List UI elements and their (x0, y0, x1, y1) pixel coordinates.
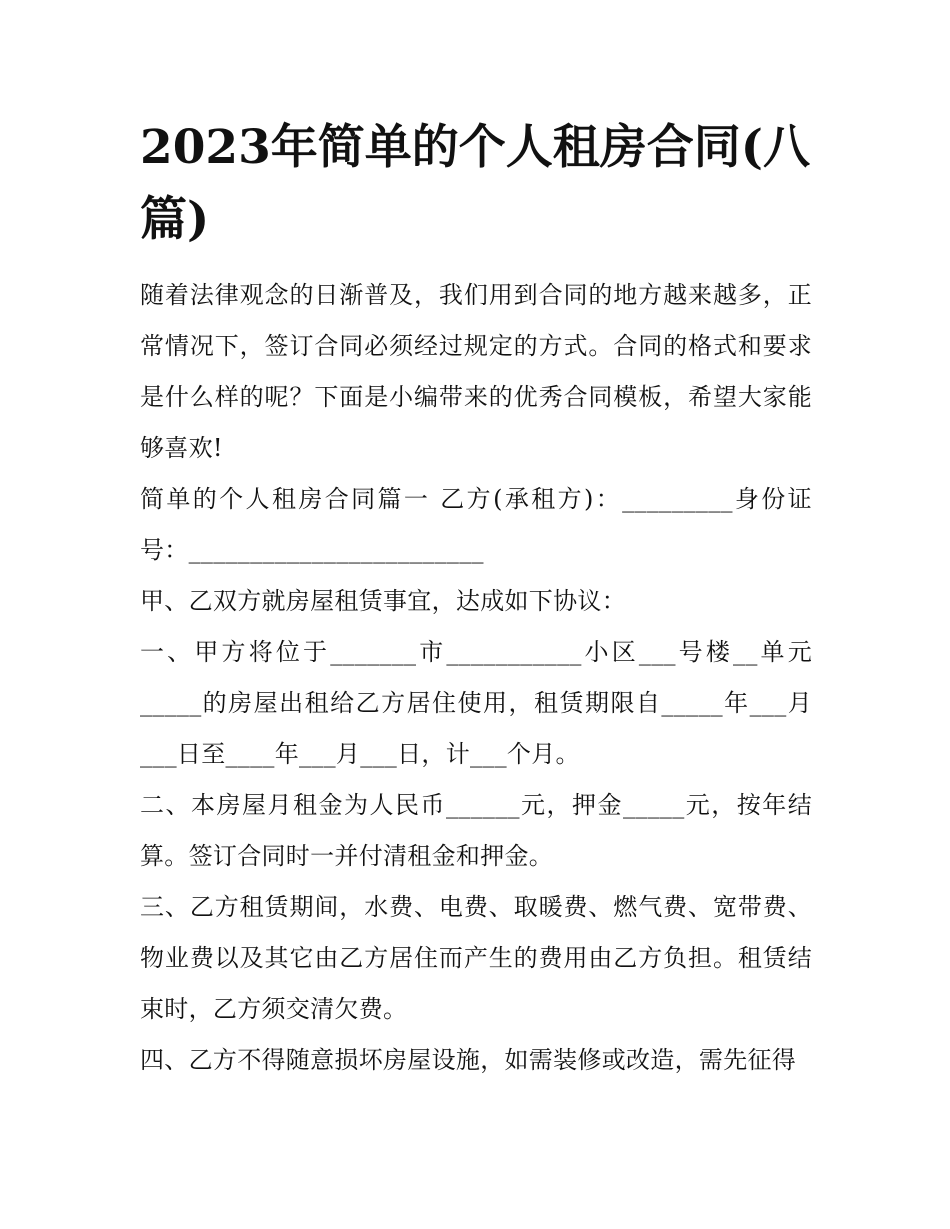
agreement-lead-paragraph: 甲、乙双方就房屋租赁事宜，达成如下协议： (140, 587, 626, 615)
document-page (140, 112, 812, 1086)
clause-3-paragraph: 三、乙方租赁期间，水费、电费、取暖费、燃气费、宽带费、物业费以及其它由乙方居住而产生的费用由乙方负担。租赁结束时，乙方须交清欠费。 (140, 893, 812, 1023)
clause-4-paragraph: 四、乙方不得随意损坏房屋设施，如需装修或改造，需先征得 (140, 1046, 797, 1074)
clause-1-paragraph: 一、甲方将位于_______市___________小区___号楼__单元_____的房屋出租给乙方居住使用，租赁期限自_____年___月___日至____年___月___日，计___个月。 (140, 638, 812, 768)
contract-header-paragraph: 简单的个人租房合同篇一 乙方(承租方)：_________身份证号：________________________ (140, 485, 812, 564)
document-title: 2023年简单的个人租房合同(八篇) (140, 120, 811, 247)
clause-2-paragraph: 二、本房屋月租金为人民币______元，押金_____元，按年结算。签订合同时一并付清租金和押金。 (140, 791, 812, 870)
intro-paragraph: 随着法律观念的日渐普及，我们用到合同的地方越来越多，正常情况下，签订合同必须经过规定的方式。合同的格式和要求是什么样的呢？下面是小编带来的优秀合同模板，希望大家能够喜欢! (140, 281, 812, 462)
